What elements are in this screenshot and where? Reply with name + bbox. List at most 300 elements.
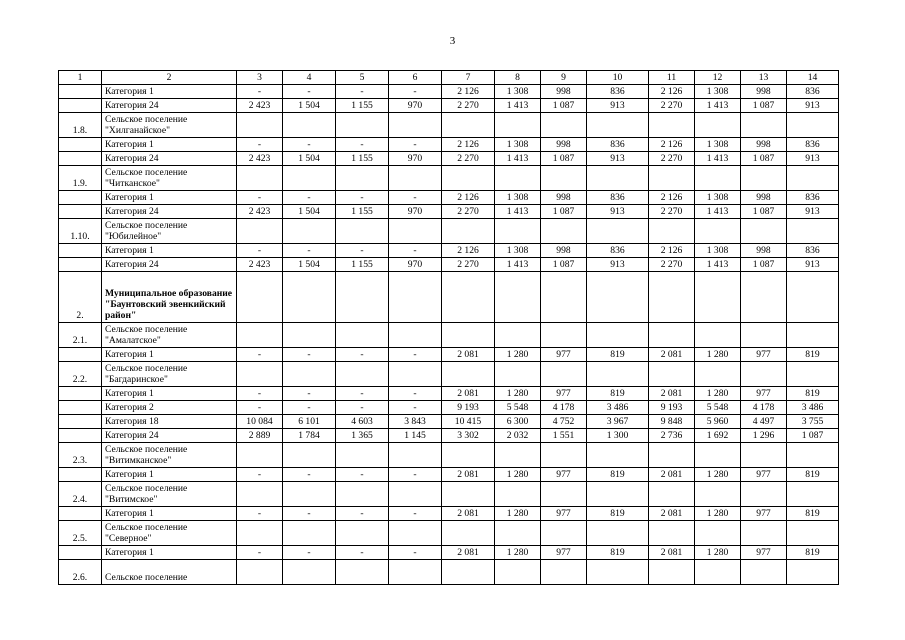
row-number	[59, 244, 102, 258]
cell-value: -	[237, 401, 283, 415]
cell-value	[442, 113, 495, 138]
cell-value	[442, 482, 495, 507]
cell-value: 913	[587, 99, 649, 113]
cell-value	[741, 323, 787, 348]
cell-value: 2 270	[649, 205, 695, 219]
cell-value: -	[389, 348, 442, 362]
cell-value: 3 843	[389, 415, 442, 429]
cell-value	[787, 219, 839, 244]
cell-value	[695, 560, 741, 585]
cell-value	[442, 521, 495, 546]
cell-value	[237, 362, 283, 387]
cell-value: 2 126	[649, 85, 695, 99]
cell-value	[495, 443, 541, 468]
cell-value: 3 486	[787, 401, 839, 415]
row-number	[59, 507, 102, 521]
cell-value: 9 193	[649, 401, 695, 415]
cell-value: 1 155	[336, 152, 389, 166]
row-name: Категория 24	[102, 99, 237, 113]
cell-value: 2 126	[442, 191, 495, 205]
row-name: Сельское поселение "Витимканское"	[102, 443, 237, 468]
cell-value	[283, 362, 336, 387]
cell-value	[587, 219, 649, 244]
cell-value: 1 280	[495, 546, 541, 560]
cell-value: 1 087	[541, 152, 587, 166]
cell-value: -	[283, 138, 336, 152]
cell-value	[541, 272, 587, 323]
cell-value	[283, 166, 336, 191]
cell-value	[541, 166, 587, 191]
cell-value	[587, 443, 649, 468]
table-header-row	[59, 71, 839, 85]
cell-value	[237, 113, 283, 138]
row-name: Сельское поселение "Амалатское"	[102, 323, 237, 348]
cell-value: -	[389, 401, 442, 415]
cell-value: 4 752	[541, 415, 587, 429]
cell-value	[741, 272, 787, 323]
cell-value	[649, 323, 695, 348]
table-row	[59, 113, 839, 138]
table-row	[59, 482, 839, 507]
row-name: Сельское поселение "Витимское"	[102, 482, 237, 507]
cell-value: 1 504	[283, 258, 336, 272]
cell-value: 2 126	[442, 85, 495, 99]
cell-value	[389, 113, 442, 138]
cell-value	[587, 521, 649, 546]
cell-value	[389, 482, 442, 507]
cell-value: -	[237, 244, 283, 258]
cell-value: 1 087	[541, 205, 587, 219]
cell-value: 1 413	[695, 205, 741, 219]
cell-value: 998	[541, 191, 587, 205]
cell-value: -	[336, 348, 389, 362]
row-number	[59, 191, 102, 205]
cell-value	[695, 166, 741, 191]
row-number	[59, 546, 102, 560]
column-header: 11	[649, 71, 695, 85]
cell-value: -	[237, 348, 283, 362]
cell-value: 2 270	[442, 152, 495, 166]
cell-value: 998	[741, 244, 787, 258]
cell-value	[442, 560, 495, 585]
row-name: Сельское поселение "Северное"	[102, 521, 237, 546]
cell-value: 2 736	[649, 429, 695, 443]
cell-value: 3 967	[587, 415, 649, 429]
cell-value: 4 497	[741, 415, 787, 429]
cell-value: 1 280	[695, 546, 741, 560]
cell-value: 6 300	[495, 415, 541, 429]
row-number: 1.9.	[59, 166, 102, 191]
cell-value: 3 755	[787, 415, 839, 429]
cell-value	[787, 113, 839, 138]
cell-value	[237, 166, 283, 191]
cell-value: -	[283, 468, 336, 482]
row-number	[59, 415, 102, 429]
table-row	[59, 443, 839, 468]
cell-value	[336, 443, 389, 468]
cell-value: 977	[741, 468, 787, 482]
cell-value: -	[283, 191, 336, 205]
cell-value: 3 486	[587, 401, 649, 415]
cell-value: 977	[741, 348, 787, 362]
cell-value	[495, 323, 541, 348]
cell-value: -	[283, 85, 336, 99]
table-row	[59, 272, 839, 323]
cell-value: 2 423	[237, 258, 283, 272]
cell-value	[787, 560, 839, 585]
cell-value	[741, 166, 787, 191]
cell-value	[587, 113, 649, 138]
cell-value	[695, 443, 741, 468]
cell-value: -	[389, 244, 442, 258]
cell-value	[587, 166, 649, 191]
row-number: 2.	[59, 272, 102, 323]
cell-value	[442, 272, 495, 323]
cell-value: 2 081	[442, 348, 495, 362]
cell-value: 2 270	[649, 99, 695, 113]
cell-value: 2 081	[649, 468, 695, 482]
cell-value: 977	[541, 468, 587, 482]
cell-value: -	[237, 546, 283, 560]
cell-value: 819	[587, 348, 649, 362]
cell-value	[541, 362, 587, 387]
row-number: 1.10.	[59, 219, 102, 244]
cell-value: 970	[389, 205, 442, 219]
cell-value	[389, 560, 442, 585]
row-name: Категория 1	[102, 138, 237, 152]
cell-value	[649, 521, 695, 546]
cell-value: 2 081	[649, 546, 695, 560]
cell-value: 998	[541, 138, 587, 152]
cell-value: 913	[587, 205, 649, 219]
row-number	[59, 429, 102, 443]
cell-value: 1 504	[283, 99, 336, 113]
cell-value: 2 270	[442, 205, 495, 219]
cell-value: 1 300	[587, 429, 649, 443]
row-number: 2.2.	[59, 362, 102, 387]
cell-value: 970	[389, 99, 442, 113]
cell-value	[741, 362, 787, 387]
cell-value: 1 087	[541, 258, 587, 272]
cell-value	[283, 219, 336, 244]
cell-value: 1 155	[336, 99, 389, 113]
cell-value	[336, 166, 389, 191]
cell-value: 4 603	[336, 415, 389, 429]
cell-value	[541, 219, 587, 244]
cell-value: -	[283, 546, 336, 560]
cell-value: 1 087	[541, 99, 587, 113]
cell-value: -	[336, 507, 389, 521]
cell-value: 1 280	[695, 468, 741, 482]
cell-value: 1 413	[495, 152, 541, 166]
cell-value: 1 551	[541, 429, 587, 443]
cell-value: -	[336, 191, 389, 205]
row-name: Категория 24	[102, 429, 237, 443]
cell-value	[787, 362, 839, 387]
cell-value: -	[336, 138, 389, 152]
cell-value	[649, 113, 695, 138]
cell-value: 1 308	[495, 85, 541, 99]
cell-value	[541, 113, 587, 138]
cell-value: 1 308	[495, 244, 541, 258]
cell-value: 977	[741, 546, 787, 560]
cell-value	[495, 166, 541, 191]
column-header: 12	[695, 71, 741, 85]
cell-value	[237, 482, 283, 507]
cell-value: 2 032	[495, 429, 541, 443]
cell-value: 1 308	[495, 138, 541, 152]
column-header: 13	[741, 71, 787, 85]
cell-value: 819	[787, 387, 839, 401]
cell-value: 836	[587, 244, 649, 258]
cell-value: -	[283, 348, 336, 362]
cell-value: 5 548	[695, 401, 741, 415]
cell-value: 1 155	[336, 205, 389, 219]
tariff-table	[58, 70, 839, 585]
cell-value	[787, 443, 839, 468]
cell-value: 1 504	[283, 205, 336, 219]
cell-value	[442, 219, 495, 244]
cell-value: -	[237, 138, 283, 152]
cell-value: 836	[787, 244, 839, 258]
cell-value	[695, 482, 741, 507]
row-number	[59, 85, 102, 99]
cell-value: 2 423	[237, 205, 283, 219]
cell-value: 913	[587, 152, 649, 166]
column-header: 1	[59, 71, 102, 85]
table-row	[59, 401, 839, 415]
cell-value: -	[237, 85, 283, 99]
cell-value: 1 692	[695, 429, 741, 443]
cell-value: 2 270	[649, 258, 695, 272]
cell-value: -	[237, 191, 283, 205]
cell-value: 1 413	[495, 258, 541, 272]
row-name: Муниципальное образование "Баунтовский эвенкийский район"	[102, 272, 237, 323]
row-number	[59, 99, 102, 113]
cell-value	[741, 560, 787, 585]
cell-value: 836	[587, 85, 649, 99]
table-row	[59, 387, 839, 401]
cell-value: 1 296	[741, 429, 787, 443]
table-row	[59, 85, 839, 99]
cell-value: -	[283, 387, 336, 401]
cell-value: 2 081	[649, 348, 695, 362]
cell-value: -	[389, 191, 442, 205]
cell-value	[495, 560, 541, 585]
table-row	[59, 205, 839, 219]
cell-value	[237, 323, 283, 348]
cell-value: 2 081	[649, 507, 695, 521]
cell-value	[787, 323, 839, 348]
table-row	[59, 99, 839, 113]
cell-value: 2 126	[442, 138, 495, 152]
row-number	[59, 348, 102, 362]
cell-value	[649, 362, 695, 387]
cell-value: 1 413	[695, 258, 741, 272]
cell-value	[336, 113, 389, 138]
cell-value: 1 413	[695, 152, 741, 166]
cell-value	[389, 272, 442, 323]
cell-value	[587, 560, 649, 585]
cell-value	[541, 560, 587, 585]
row-number	[59, 258, 102, 272]
row-number: 2.4.	[59, 482, 102, 507]
cell-value	[495, 113, 541, 138]
cell-value: 998	[541, 244, 587, 258]
row-name: Сельское поселение "Багдаринское"	[102, 362, 237, 387]
cell-value	[741, 219, 787, 244]
cell-value	[237, 560, 283, 585]
cell-value	[336, 560, 389, 585]
cell-value	[541, 323, 587, 348]
cell-value: 2 081	[649, 387, 695, 401]
cell-value	[283, 482, 336, 507]
cell-value: 913	[787, 152, 839, 166]
cell-value: 1 280	[695, 507, 741, 521]
table-row	[59, 191, 839, 205]
cell-value: 970	[389, 152, 442, 166]
table-row	[59, 415, 839, 429]
cell-value: -	[389, 387, 442, 401]
column-header: 9	[541, 71, 587, 85]
cell-value	[787, 272, 839, 323]
page-number: 3	[449, 35, 456, 47]
cell-value	[283, 113, 336, 138]
cell-value: 998	[741, 138, 787, 152]
row-name: Категория 1	[102, 244, 237, 258]
cell-value	[695, 113, 741, 138]
table-row	[59, 244, 839, 258]
cell-value	[649, 482, 695, 507]
cell-value	[283, 521, 336, 546]
cell-value: 1 413	[695, 99, 741, 113]
cell-value: 1 308	[495, 191, 541, 205]
cell-value	[741, 113, 787, 138]
row-name: Категория 1	[102, 468, 237, 482]
cell-value	[695, 362, 741, 387]
cell-value	[283, 560, 336, 585]
cell-value: 9 848	[649, 415, 695, 429]
cell-value: 1 308	[695, 191, 741, 205]
cell-value: 4 178	[741, 401, 787, 415]
cell-value: -	[336, 387, 389, 401]
cell-value	[649, 443, 695, 468]
cell-value	[541, 443, 587, 468]
column-header: 7	[442, 71, 495, 85]
cell-value	[283, 443, 336, 468]
cell-value: -	[283, 401, 336, 415]
cell-value: 977	[741, 507, 787, 521]
cell-value: 1 308	[695, 138, 741, 152]
cell-value	[389, 323, 442, 348]
cell-value: 1 155	[336, 258, 389, 272]
table-row	[59, 468, 839, 482]
row-number	[59, 138, 102, 152]
row-number: 2.1.	[59, 323, 102, 348]
cell-value	[495, 272, 541, 323]
cell-value: 5 548	[495, 401, 541, 415]
row-name: Категория 1	[102, 191, 237, 205]
cell-value: -	[283, 244, 336, 258]
table-row	[59, 138, 839, 152]
cell-value: 2 270	[442, 99, 495, 113]
table-row	[59, 323, 839, 348]
row-number	[59, 468, 102, 482]
cell-value	[336, 362, 389, 387]
cell-value: 1 504	[283, 152, 336, 166]
row-name: Категория 24	[102, 152, 237, 166]
cell-value: 1 280	[695, 348, 741, 362]
cell-value	[787, 521, 839, 546]
cell-value: 998	[541, 85, 587, 99]
cell-value	[787, 166, 839, 191]
row-name: Сельское поселение "Читканское"	[102, 166, 237, 191]
row-name: Категория 24	[102, 258, 237, 272]
cell-value: 836	[787, 85, 839, 99]
cell-value: 819	[587, 387, 649, 401]
cell-value: 819	[587, 507, 649, 521]
cell-value	[237, 272, 283, 323]
table-row	[59, 258, 839, 272]
cell-value: 2 081	[442, 387, 495, 401]
cell-value	[541, 482, 587, 507]
cell-value: 4 178	[541, 401, 587, 415]
cell-value	[237, 219, 283, 244]
row-name: Категория 1	[102, 387, 237, 401]
cell-value: -	[336, 244, 389, 258]
cell-value: 5 960	[695, 415, 741, 429]
cell-value: 998	[741, 85, 787, 99]
cell-value: 1 087	[741, 205, 787, 219]
column-header: 6	[389, 71, 442, 85]
cell-value: 998	[741, 191, 787, 205]
cell-value	[649, 560, 695, 585]
cell-value	[587, 323, 649, 348]
cell-value: 819	[787, 507, 839, 521]
row-name: Категория 1	[102, 546, 237, 560]
row-number	[59, 205, 102, 219]
cell-value: 819	[587, 468, 649, 482]
cell-value	[336, 219, 389, 244]
cell-value: 10 084	[237, 415, 283, 429]
table-row	[59, 348, 839, 362]
cell-value	[741, 443, 787, 468]
column-header: 4	[283, 71, 336, 85]
row-name: Категория 1	[102, 85, 237, 99]
row-name: Сельское поселение "Юбилейное"	[102, 219, 237, 244]
cell-value: 977	[541, 387, 587, 401]
cell-value: 1 280	[495, 348, 541, 362]
cell-value: 1 280	[495, 387, 541, 401]
cell-value: 2 423	[237, 99, 283, 113]
table-row	[59, 152, 839, 166]
cell-value: 977	[541, 348, 587, 362]
column-header: 3	[237, 71, 283, 85]
row-number: 1.8.	[59, 113, 102, 138]
table-row	[59, 560, 839, 585]
cell-value: 836	[587, 191, 649, 205]
cell-value	[695, 323, 741, 348]
cell-value: 913	[587, 258, 649, 272]
cell-value: 1 413	[495, 205, 541, 219]
cell-value: 1 087	[741, 152, 787, 166]
cell-value	[336, 482, 389, 507]
cell-value	[389, 362, 442, 387]
column-header: 10	[587, 71, 649, 85]
cell-value	[587, 362, 649, 387]
cell-value	[283, 272, 336, 323]
cell-value: 1 145	[389, 429, 442, 443]
